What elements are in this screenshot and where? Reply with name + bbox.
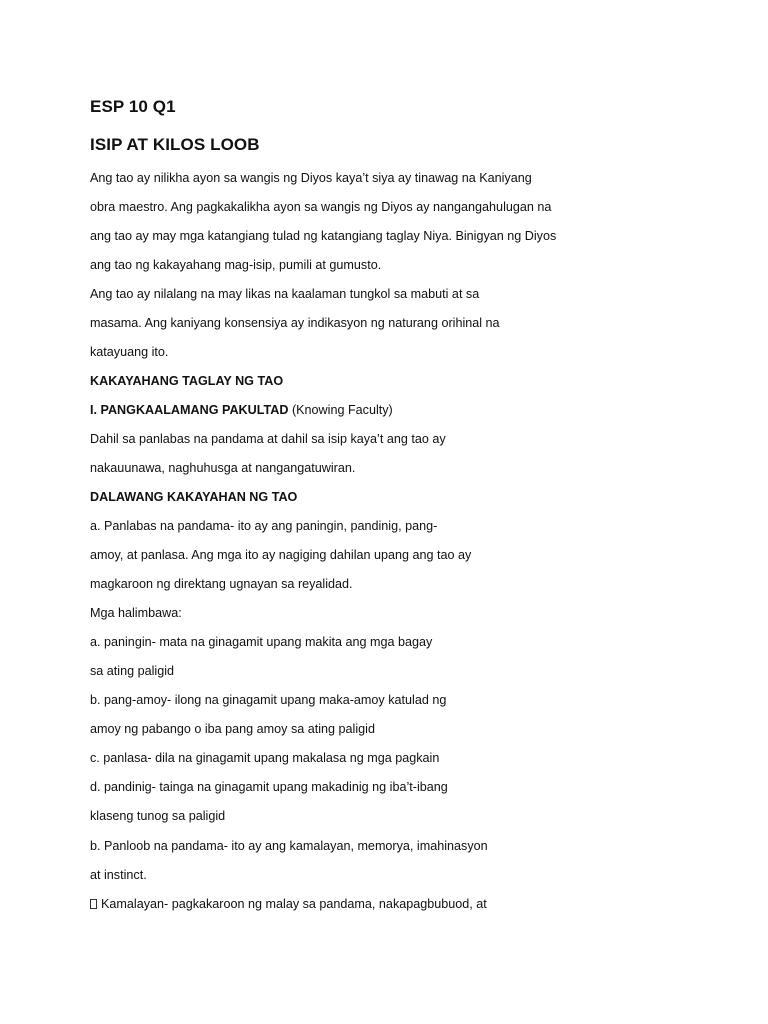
list-item-line: amoy, at panlasa. Ang mga ito ay nagiging dahilan upang ang tao ay — [90, 548, 472, 562]
list-item-line: a. Panlabas na pandama- ito ay ang paningin, pandinig, pang- — [90, 519, 438, 533]
paragraph-line: nakauunawa, naghuhusga at nangangatuwiran. — [90, 461, 356, 475]
document-subtitle: ISIP AT KILOS LOOB — [90, 135, 260, 154]
list-item-line: magkaroon ng direktang ugnayan sa reyalidad. — [90, 577, 353, 591]
example-line: c. panlasa- dila na ginagamit upang makalasa ng mga pagkain — [90, 751, 440, 765]
section-heading-kakayahan: KAKAYAHANG TAGLAY NG TAO — [90, 374, 284, 388]
kamalayan-line — [90, 896, 487, 912]
list-item-line: b. Panloob na pandama- ito ay ang kamalayan, memorya, imahinasyon — [90, 839, 488, 853]
kamalayan-text: Kamalayan- pagkakaroon ng malay sa pandama, nakapagbubuod, at — [101, 897, 487, 911]
example-line: sa ating paligid — [90, 664, 175, 678]
paragraph-line: obra maestro. Ang pagkakalikha ayon sa wangis ng Diyos ay nangangahulugan na — [90, 200, 552, 214]
section-heading-pakultad — [90, 402, 393, 418]
document-title: ESP 10 Q1 — [90, 97, 176, 116]
list-item-line: at instinct. — [90, 868, 147, 882]
paragraph-line: masama. Ang kaniyang konsensiya ay indikasyon ng naturang orihinal na — [90, 316, 500, 330]
paragraph-line: Ang tao ay nilalang na may likas na kaalaman tungkol sa mabuti at sa — [90, 287, 480, 301]
example-line: a. paningin- mata na ginagamit upang makita ang mga bagay — [90, 635, 433, 649]
pakultad-heading-bold: I. PANGKAALAMANG PAKULTAD — [90, 403, 289, 417]
example-line: b. pang-amoy- ilong na ginagamit upang maka-amoy katulad ng — [90, 693, 447, 707]
examples-label: Mga halimbawa: — [90, 606, 182, 620]
paragraph-line: ang tao ng kakayahang mag-isip, pumili at gumusto. — [90, 258, 382, 272]
paragraph-line: Dahil sa panlabas na pandama at dahil sa isip kaya’t ang tao ay — [90, 432, 446, 446]
paragraph-line: ang tao ay may mga katangiang tulad ng katangiang taglay Niya. Binigyan ng Diyos — [90, 229, 557, 243]
paragraph-line: Ang tao ay nilikha ayon sa wangis ng Diyos kaya’t siya ay tinawag na Kaniyang — [90, 171, 532, 185]
paragraph-line: katayuang ito. — [90, 345, 169, 359]
pakultad-heading-rest: (Knowing Faculty) — [288, 403, 393, 417]
example-line: d. pandinig- tainga na ginagamit upang makadinig ng iba’t-ibang — [90, 780, 448, 794]
example-line: amoy ng pabango o iba pang amoy sa ating paligid — [90, 722, 375, 736]
missing-glyph-icon — [90, 899, 97, 909]
example-line: klaseng tunog sa paligid — [90, 809, 226, 823]
section-heading-dalawa: DALAWANG KAKAYAHAN NG TAO — [90, 490, 298, 504]
